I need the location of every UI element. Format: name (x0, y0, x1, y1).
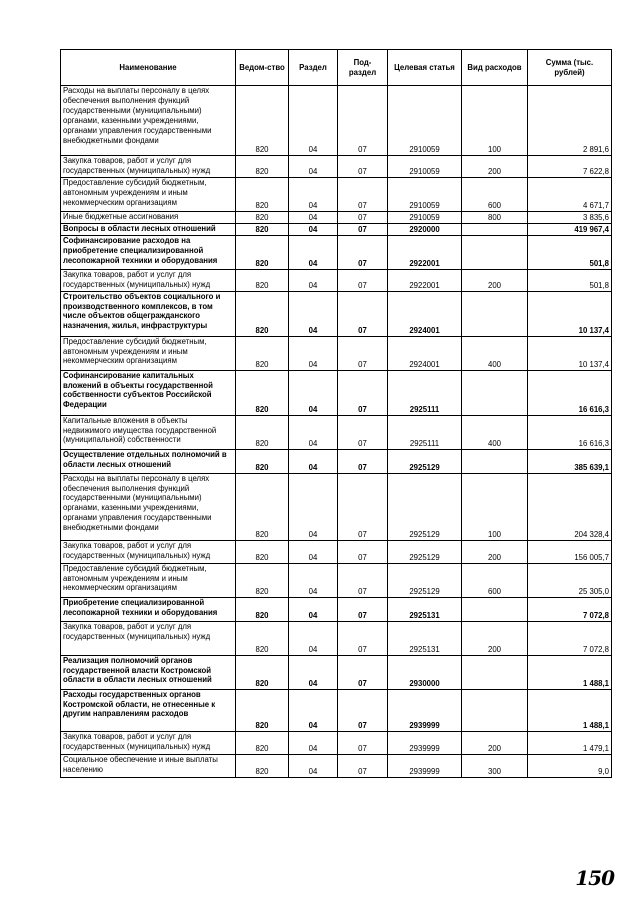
cell-name: Расходы государственных органов Костромской области, не отнесенные к другим направлениям расходов (61, 689, 236, 731)
cell-target: 2922001 (388, 269, 462, 291)
cell-dept: 820 (236, 689, 289, 731)
cell-sum: 419 967,4 (528, 223, 612, 235)
cell-dept: 820 (236, 754, 289, 777)
header-subsection: Под-раздел (338, 50, 388, 86)
cell-exptype: 600 (462, 563, 528, 597)
cell-dept: 820 (236, 156, 289, 178)
cell-subsection: 07 (338, 291, 388, 336)
cell-section: 04 (289, 449, 338, 473)
cell-dept: 820 (236, 177, 289, 211)
cell-sum: 10 137,4 (528, 291, 612, 336)
cell-subsection: 07 (338, 415, 388, 449)
table-row (61, 731, 612, 754)
cell-dept: 820 (236, 291, 289, 336)
cell-subsection: 07 (338, 211, 388, 223)
cell-name: Закупка товаров, работ и услуг для государственных (муниципальных) нужд (61, 731, 236, 754)
table-row (61, 86, 612, 156)
cell-target: 2922001 (388, 235, 462, 269)
cell-sum: 1 488,1 (528, 689, 612, 731)
cell-section: 04 (289, 731, 338, 754)
cell-dept: 820 (236, 449, 289, 473)
cell-dept: 820 (236, 473, 289, 540)
header-exptype: Вид расходов (462, 50, 528, 86)
cell-target: 2939999 (388, 689, 462, 731)
cell-exptype (462, 291, 528, 336)
cell-exptype (462, 597, 528, 621)
cell-target: 2910059 (388, 156, 462, 178)
cell-subsection: 07 (338, 597, 388, 621)
cell-sum: 16 616,3 (528, 415, 612, 449)
cell-exptype (462, 449, 528, 473)
cell-sum: 9,0 (528, 754, 612, 777)
cell-subsection: 07 (338, 269, 388, 291)
table-row (61, 563, 612, 597)
cell-exptype (462, 223, 528, 235)
cell-section: 04 (289, 473, 338, 540)
cell-target: 2910059 (388, 86, 462, 156)
cell-target: 2939999 (388, 754, 462, 777)
cell-name: Приобретение специализированной лесопожарной техники и оборудования (61, 597, 236, 621)
cell-target: 2925129 (388, 449, 462, 473)
cell-subsection: 07 (338, 223, 388, 235)
cell-exptype: 200 (462, 621, 528, 655)
cell-sum: 2 891,6 (528, 86, 612, 156)
cell-name: Закупка товаров, работ и услуг для государственных (муниципальных) нужд (61, 621, 236, 655)
cell-name: Закупка товаров, работ и услуг для государственных (муниципальных) нужд (61, 156, 236, 178)
cell-section: 04 (289, 235, 338, 269)
cell-exptype: 400 (462, 415, 528, 449)
cell-subsection: 07 (338, 563, 388, 597)
cell-target: 2925111 (388, 415, 462, 449)
cell-dept: 820 (236, 211, 289, 223)
cell-exptype (462, 689, 528, 731)
cell-dept: 820 (236, 563, 289, 597)
cell-sum: 7 622,8 (528, 156, 612, 178)
cell-sum: 156 005,7 (528, 540, 612, 563)
cell-dept: 820 (236, 336, 289, 370)
table-row (61, 336, 612, 370)
cell-sum: 10 137,4 (528, 336, 612, 370)
table-row (61, 211, 612, 223)
cell-exptype (462, 655, 528, 689)
cell-target: 2925129 (388, 563, 462, 597)
cell-exptype: 300 (462, 754, 528, 777)
cell-target: 2939999 (388, 731, 462, 754)
cell-target: 2910059 (388, 177, 462, 211)
cell-name: Софинансирование расходов на приобретение специализированной лесопожарной техники и оборудования (61, 235, 236, 269)
table-row (61, 223, 612, 235)
cell-section: 04 (289, 754, 338, 777)
cell-section: 04 (289, 597, 338, 621)
cell-section: 04 (289, 223, 338, 235)
cell-dept: 820 (236, 269, 289, 291)
header-name: Наименование (61, 50, 236, 86)
table-row (61, 156, 612, 178)
cell-name: Вопросы в области лесных отношений (61, 223, 236, 235)
cell-sum: 25 305,0 (528, 563, 612, 597)
cell-exptype: 200 (462, 731, 528, 754)
cell-name: Предоставление субсидий бюджетным, автономным учреждениям и иным некоммерческим организациям (61, 177, 236, 211)
table-row (61, 689, 612, 731)
cell-subsection: 07 (338, 449, 388, 473)
table-row (61, 415, 612, 449)
cell-sum: 7 072,8 (528, 621, 612, 655)
page-number: 150 (575, 866, 614, 890)
cell-dept: 820 (236, 223, 289, 235)
table-row (61, 540, 612, 563)
cell-dept: 820 (236, 655, 289, 689)
table-row (61, 473, 612, 540)
cell-exptype: 600 (462, 177, 528, 211)
cell-name: Софинансирование капитальных вложений в объекты государственной собственности субъектов Российской Федерации (61, 370, 236, 415)
header-target: Целевая статья (388, 50, 462, 86)
cell-sum: 1 479,1 (528, 731, 612, 754)
cell-name: Закупка товаров, работ и услуг для государственных (муниципальных) нужд (61, 269, 236, 291)
cell-subsection: 07 (338, 540, 388, 563)
cell-section: 04 (289, 336, 338, 370)
table-row (61, 754, 612, 777)
cell-name: Осуществление отдельных полномочий в области лесных отношений (61, 449, 236, 473)
cell-dept: 820 (236, 621, 289, 655)
cell-section: 04 (289, 86, 338, 156)
cell-subsection: 07 (338, 86, 388, 156)
table-row (61, 235, 612, 269)
cell-section: 04 (289, 563, 338, 597)
table-header-row (61, 50, 612, 86)
cell-section: 04 (289, 370, 338, 415)
header-dept: Ведом-ство (236, 50, 289, 86)
cell-subsection: 07 (338, 655, 388, 689)
table-row (61, 269, 612, 291)
cell-target: 2925111 (388, 370, 462, 415)
cell-name: Социальное обеспечение и иные выплаты населению (61, 754, 236, 777)
cell-dept: 820 (236, 731, 289, 754)
cell-target: 2925131 (388, 621, 462, 655)
cell-subsection: 07 (338, 754, 388, 777)
cell-exptype: 800 (462, 211, 528, 223)
cell-section: 04 (289, 177, 338, 211)
cell-exptype: 200 (462, 156, 528, 178)
cell-dept: 820 (236, 540, 289, 563)
cell-target: 2925129 (388, 473, 462, 540)
cell-target: 2925129 (388, 540, 462, 563)
cell-subsection: 07 (338, 370, 388, 415)
cell-target: 2924001 (388, 291, 462, 336)
cell-subsection: 07 (338, 156, 388, 178)
table-row (61, 597, 612, 621)
table-row (61, 370, 612, 415)
cell-target: 2925131 (388, 597, 462, 621)
table-row (61, 655, 612, 689)
cell-subsection: 07 (338, 731, 388, 754)
cell-exptype (462, 235, 528, 269)
cell-exptype: 200 (462, 540, 528, 563)
cell-dept: 820 (236, 86, 289, 156)
header-section: Раздел (289, 50, 338, 86)
cell-section: 04 (289, 415, 338, 449)
cell-exptype (462, 370, 528, 415)
header-sum: Сумма (тыс. рублей) (528, 50, 612, 86)
cell-subsection: 07 (338, 235, 388, 269)
cell-name: Предоставление субсидий бюджетным, автономным учреждениям и иным некоммерческим организациям (61, 336, 236, 370)
cell-name: Реализация полномочий органов государственной власти Костромской области в области лесных отношений (61, 655, 236, 689)
cell-name: Расходы на выплаты персоналу в целях обеспечения выполнения функций государственными (муниципальными) органами, казенными учреждениями, органами управления государственными внебюджетными фондами (61, 473, 236, 540)
cell-subsection: 07 (338, 177, 388, 211)
cell-sum: 385 639,1 (528, 449, 612, 473)
cell-subsection: 07 (338, 473, 388, 540)
cell-sum: 4 671,7 (528, 177, 612, 211)
cell-exptype: 400 (462, 336, 528, 370)
cell-sum: 7 072,8 (528, 597, 612, 621)
cell-name: Закупка товаров, работ и услуг для государственных (муниципальных) нужд (61, 540, 236, 563)
table-row (61, 177, 612, 211)
cell-section: 04 (289, 655, 338, 689)
table-row (61, 291, 612, 336)
cell-target: 2930000 (388, 655, 462, 689)
cell-sum: 501,8 (528, 269, 612, 291)
cell-dept: 820 (236, 597, 289, 621)
cell-dept: 820 (236, 370, 289, 415)
cell-sum: 3 835,6 (528, 211, 612, 223)
cell-subsection: 07 (338, 336, 388, 370)
cell-section: 04 (289, 621, 338, 655)
cell-exptype: 200 (462, 269, 528, 291)
cell-exptype: 100 (462, 86, 528, 156)
cell-sum: 204 328,4 (528, 473, 612, 540)
cell-section: 04 (289, 269, 338, 291)
cell-sum: 1 488,1 (528, 655, 612, 689)
cell-section: 04 (289, 211, 338, 223)
cell-name: Иные бюджетные ассигнования (61, 211, 236, 223)
cell-section: 04 (289, 540, 338, 563)
cell-section: 04 (289, 291, 338, 336)
cell-name: Расходы на выплаты персоналу в целях обеспечения выполнения функций государственными (муниципальными) органами, казенными учреждениями, органами управления государственными внебюджетными фондами (61, 86, 236, 156)
cell-sum: 501,8 (528, 235, 612, 269)
cell-subsection: 07 (338, 621, 388, 655)
cell-dept: 820 (236, 415, 289, 449)
cell-subsection: 07 (338, 689, 388, 731)
cell-section: 04 (289, 156, 338, 178)
cell-exptype: 100 (462, 473, 528, 540)
cell-target: 2920000 (388, 223, 462, 235)
cell-name: Предоставление субсидий бюджетным, автономным учреждениям и иным некоммерческим организациям (61, 563, 236, 597)
table-row (61, 621, 612, 655)
table-row (61, 449, 612, 473)
cell-sum: 16 616,3 (528, 370, 612, 415)
cell-name: Капитальные вложения в объекты недвижимого имущества государственной (муниципальной) собственности (61, 415, 236, 449)
cell-dept: 820 (236, 235, 289, 269)
cell-target: 2924001 (388, 336, 462, 370)
cell-section: 04 (289, 689, 338, 731)
budget-table (60, 49, 612, 778)
cell-target: 2910059 (388, 211, 462, 223)
cell-name: Строительство объектов социального и производственного комплексов, в том числе объектов общегражданского назначения, жилья, инфраструктуры (61, 291, 236, 336)
